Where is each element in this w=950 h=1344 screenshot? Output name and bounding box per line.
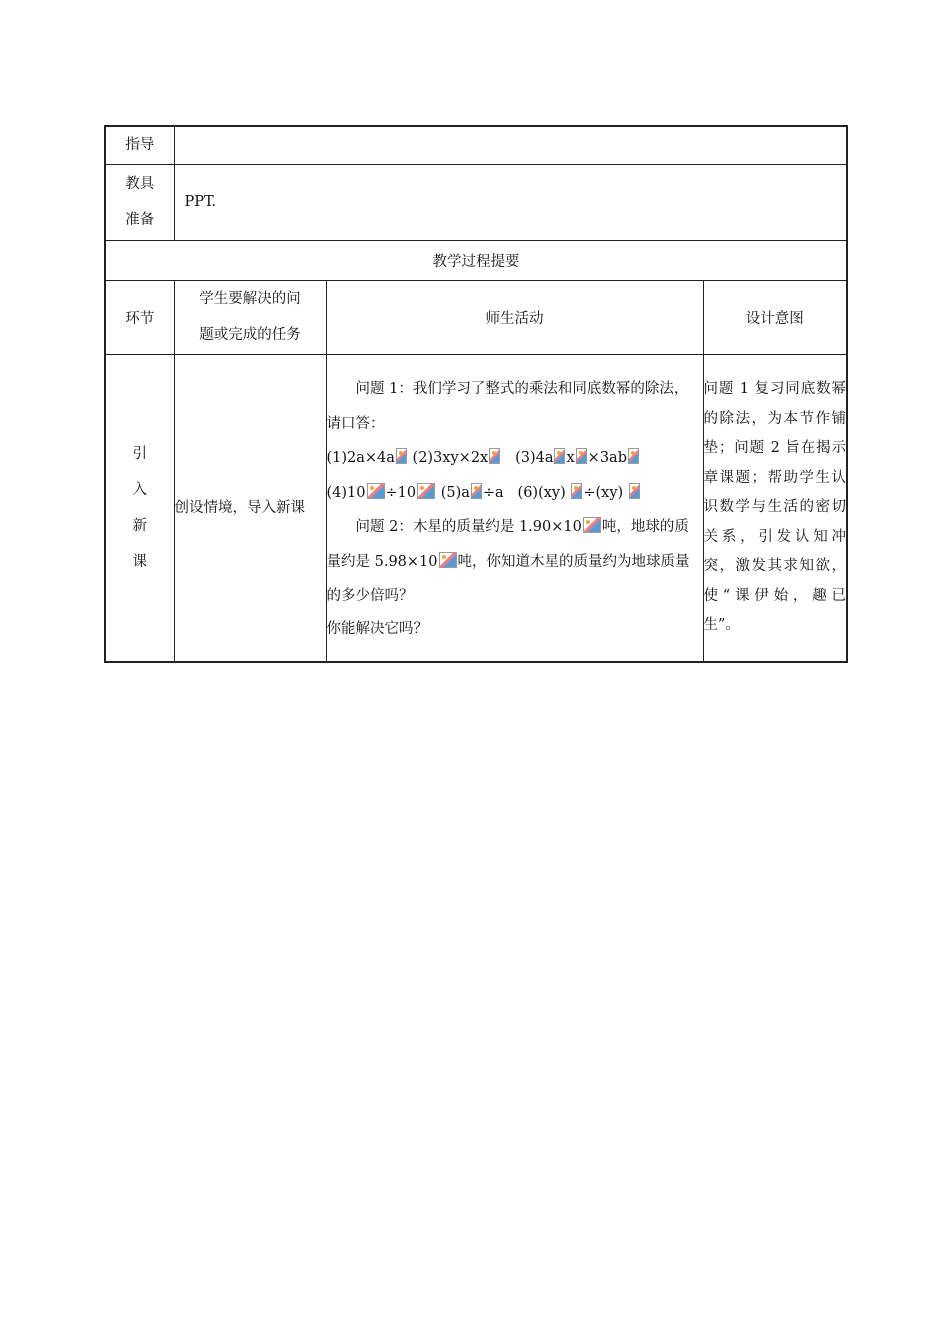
formula-image-icon <box>629 483 640 499</box>
formula-image-icon <box>571 483 582 499</box>
formula-image-icon <box>489 448 500 464</box>
activity-cell <box>326 354 703 662</box>
question-2: 问题 2：木星的质量约是 1.90×10 吨，地球的质量约是 5.98×10 吨，你知道木星的质量约为地球质量的多少倍吗？ <box>326 519 690 604</box>
formula-image-icon <box>396 448 407 464</box>
formula-image-icon <box>439 552 457 568</box>
process-title-row <box>105 240 847 280</box>
formula-image-icon <box>576 448 587 464</box>
question-1: 问题 1：我们学习了整式的乘法和同底数幂的除法，请口答： <box>326 381 689 432</box>
lesson-plan-table <box>104 125 848 663</box>
header-row <box>105 280 847 354</box>
intent-cell: 问题 1 复习同底数幂的除法，为本节作铺垫；问题 2 旨在揭示章课题；帮助学生认识数学与生活的密切关系，引发认知冲突，激发其求知欲，使“课伊始，趣已生”。 <box>703 354 847 662</box>
header-activity: 师生活动 <box>326 280 703 354</box>
task-cell: 创设情境，导入新课 <box>174 354 326 662</box>
formula-image-icon <box>554 448 565 464</box>
stage-char: 入 <box>132 481 147 498</box>
stage-cell <box>105 354 174 662</box>
formula-image-icon <box>367 483 385 499</box>
tools-label-line1: 教具 <box>125 176 155 192</box>
guidance-value <box>174 126 847 164</box>
process-title: 教学过程提要 <box>105 240 847 280</box>
tools-value: PPT. <box>174 164 847 240</box>
intro-section-row <box>105 354 847 662</box>
header-stage: 环节 <box>105 280 174 354</box>
question-1-items-b: (4)10 ÷10 (5)a ÷a (6)(xy) ÷(xy) <box>327 476 703 511</box>
tools-label-line2: 准备 <box>125 212 155 228</box>
header-intent: 设计意图 <box>703 280 847 354</box>
formula-image-icon <box>471 483 482 499</box>
formula-image-icon <box>417 483 435 499</box>
question-2-followup: 你能解决它吗？ <box>326 620 428 637</box>
header-task: 学生要解决的问 题或完成的任务 <box>174 280 326 354</box>
question-1-items-a: (1)2a×4a (2)3xy×2x (3)4a x ×3ab <box>327 441 703 476</box>
stage-char: 新 <box>132 517 147 534</box>
stage-char: 课 <box>132 553 147 570</box>
formula-image-icon <box>628 448 639 464</box>
stage-char: 引 <box>132 445 147 462</box>
guidance-label: 指导 <box>105 126 174 164</box>
guidance-row <box>105 126 847 164</box>
tools-row <box>105 164 847 240</box>
tools-label <box>105 164 174 240</box>
formula-image-icon <box>583 517 601 533</box>
